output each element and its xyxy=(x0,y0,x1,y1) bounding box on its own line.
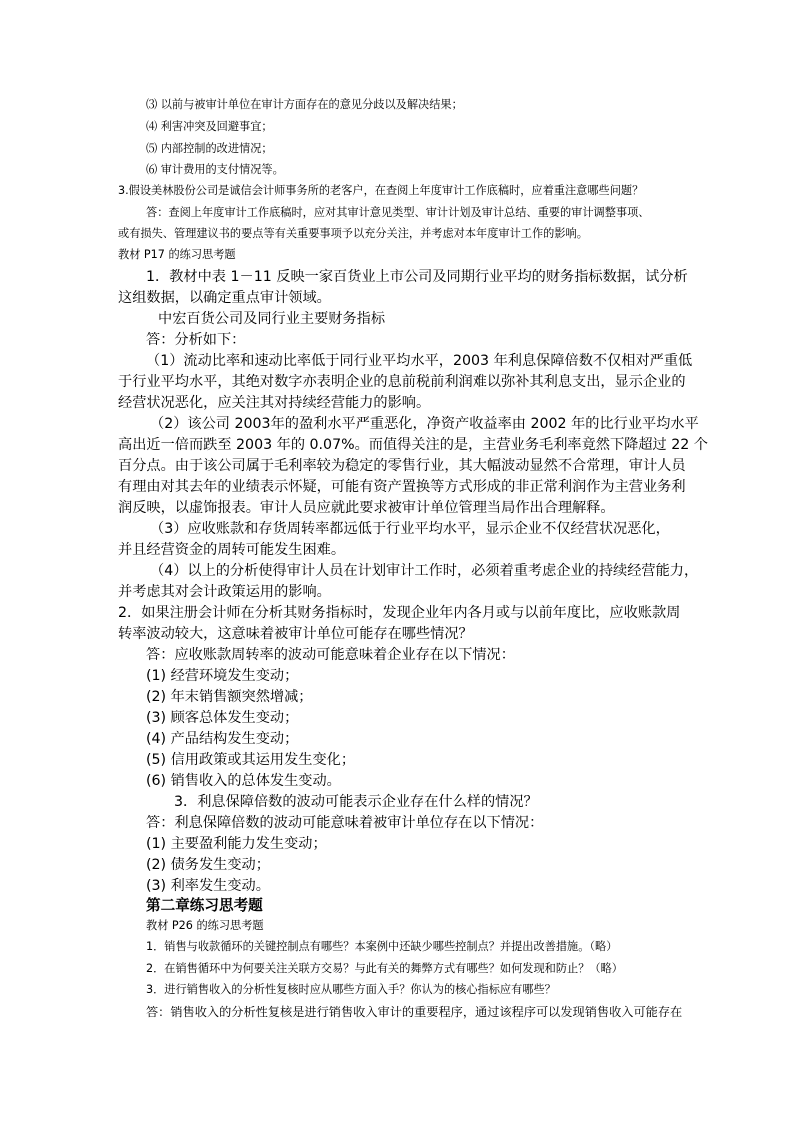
question-text: 转率波动较大，这意味着被审计单位可能存在哪些情况？ xyxy=(118,626,473,642)
question-text: 3.假设美林股份公司是诚信会计师事务所的老客户，在查阅上年度审计工作底稿时，应着重注意哪些问题？ xyxy=(118,184,644,197)
answer-line: 或有损失、管理建议书的要点等有关重要事项予以充分关注，并考虑对本年度审计工作的影响。 xyxy=(118,227,588,240)
list-item: ⑹ 审计费用的支付情况等。 xyxy=(146,163,284,176)
question-text: 2．如果注册会计师在分析其财务指标时，发现企业年内各月或与以前年度比，应收账款周 xyxy=(118,605,681,621)
paragraph-line: （1）流动比率和速动比率低于同行业平均水平，2003 年利息保障倍数不仅相对严重低 xyxy=(146,353,693,369)
section-heading: 教材 P26 的练习思考题 xyxy=(146,919,264,932)
answer-line: 答：查阅上年度审计工作底稿时，应对其审计意见类型、审计计划及审计总结、重要的审计调整事项、 xyxy=(146,206,650,219)
paragraph-line: 经营状况恶化，应关注其对持续经营能力的影响。 xyxy=(118,395,431,411)
paragraph-line: 高出近一倍而跌至 2003 年的 0.07%。而值得关注的是，主营业务毛利率竟然下降超过 22 个 xyxy=(118,437,708,453)
paragraph-line: （3）应收账款和存货周转率都远低于行业平均水平，显示企业不仅经营状况恶化， xyxy=(150,521,670,537)
list-item: (1) 经营环境发生变动； xyxy=(146,668,299,684)
paragraph-line: 百分点。由于该公司属于毛利率较为稳定的零售行业，其大幅波动显然不合常理，审计人员 xyxy=(118,458,686,474)
section-heading: 教材 P17 的练习思考题 xyxy=(118,248,236,261)
paragraph-line: 并考虑其对会计政策运用的影响。 xyxy=(118,584,331,600)
list-item: ⑷ 利害冲突及回避事宜； xyxy=(146,120,273,133)
list-item: ⑸ 内部控制的改进情况； xyxy=(146,142,273,155)
question-text: 这组数据，以确定重点审计领域。 xyxy=(118,290,331,306)
list-item: (6) 销售收入的总体发生变动。 xyxy=(146,773,341,789)
list-item: (3) 利率发生变动。 xyxy=(146,878,270,894)
answer-intro: 答：应收账款周转率的波动可能意味着企业存在以下情况： xyxy=(146,647,515,663)
list-item: (5) 信用政策或其运用发生变化； xyxy=(146,752,356,768)
question-text: 3．进行销售收入的分析性复核时应从哪些方面入手？你认为的核心指标应有哪些？ xyxy=(146,983,556,996)
answer-line: 答：销售收入的分析性复核是进行销售收入审计的重要程序，通过该程序可以发现销售收入可能存在 xyxy=(146,1005,683,1019)
chapter-title: 第二章练习思考题 xyxy=(146,897,263,914)
paragraph-line: 有理由对其去年的业绩表示怀疑，可能有资产置换等方式形成的非正常利润作为主营业务利 xyxy=(118,479,686,495)
list-item: (2) 年末销售额突然增减； xyxy=(146,689,313,705)
answer-intro: 答：分析如下： xyxy=(146,332,246,348)
list-item: (2) 债务发生变动； xyxy=(146,857,270,873)
paragraph-line: 于行业平均水平，其绝对数字亦表明企业的息前税前利润难以弥补其利息支出，显示企业的 xyxy=(118,374,686,390)
paragraph-line: （4）以上的分析使得审计人员在计划审计工作时，必须着重考虑企业的持续经营能力， xyxy=(150,563,699,579)
question-text: 2．在销售循环中为何要关注关联方交易？与此有关的舞弊方式有哪些？如何发现和防止？（略） xyxy=(146,962,623,975)
answer-intro: 答：利息保障倍数的波动可能意味着被审计单位存在以下情况： xyxy=(146,815,544,831)
paragraph-line: 并且经营资金的周转可能发生困难。 xyxy=(118,542,346,558)
list-item: (1) 主要盈利能力发生变动； xyxy=(146,836,327,852)
question-text: 1．销售与收款循环的关键控制点有哪些？本案例中还缺少哪些控制点？并提出改善措施。（略） xyxy=(146,940,618,953)
table-caption: 中宏百货公司及同行业主要财务指标 xyxy=(158,311,386,327)
list-item: (4) 产品结构发生变动； xyxy=(146,731,299,747)
paragraph-line: （2）该公司 2003年的盈利水平严重恶化，净资产收益率由 2002 年的比行业平均水平 xyxy=(150,416,699,432)
question-text: 3．利息保障倍数的波动可能表示企业存在什么样的情况？ xyxy=(174,794,538,810)
list-item: (3) 顾客总体发生变动； xyxy=(146,710,299,726)
list-item: ⑶ 以前与被审计单位在审计方面存在的意见分歧以及解决结果； xyxy=(146,98,463,111)
paragraph-line: 润反映，以虚饰报表。审计人员应就此要求被审计单位管理当局作出合理解释。 xyxy=(118,500,615,516)
question-text: 1．教材中表 1－11 反映一家百货业上市公司及同期行业平均的财务指标数据，试分析 xyxy=(146,269,688,285)
